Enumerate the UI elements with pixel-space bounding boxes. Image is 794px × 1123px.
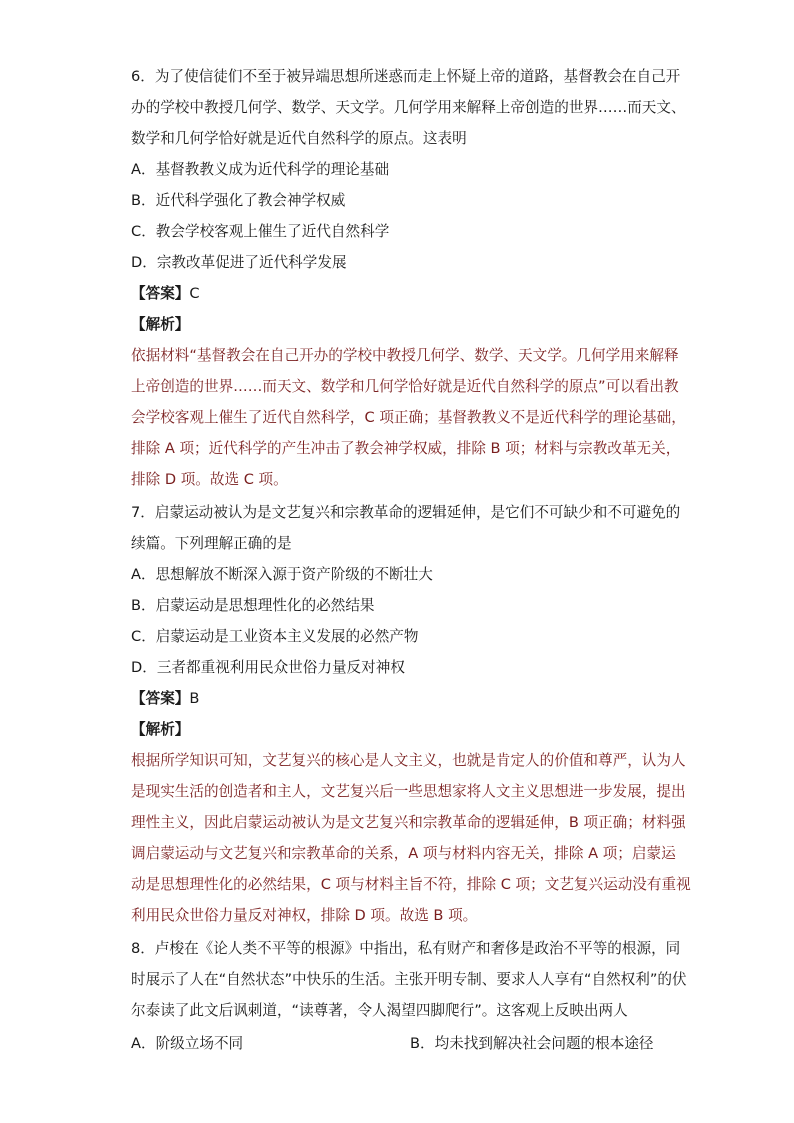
question-6-analysis-line-3: 会学校客观上催生了近代自然科学，C 项正确；基督教教义不是近代科学的理论基础， <box>131 409 686 426</box>
question-7-answer <box>131 689 199 709</box>
question-6-analysis-line-5: 排除 D 项。故选 C 项。 <box>131 471 288 488</box>
answer-value: C <box>189 285 200 302</box>
question-6-line-2: 办的学校中教授几何学、数学、天文学。几何学用来解释上帝创造的世界……而天文、 <box>131 99 686 116</box>
question-8-line-1: 8．卢梭在《论人类不平等的根源》中指出，私有财产和奢侈是政治不平等的根源，同 <box>131 940 681 957</box>
question-6-line-3: 数学和几何学恰好就是近代自然科学的原点。这表明 <box>131 130 467 147</box>
question-7-analysis-line-4: 调启蒙运动与文艺复兴和宗教革命的关系，A 项与材料内容无关，排除 A 项；启蒙运 <box>131 845 676 862</box>
question-7-analysis-line-3: 理性主义，因此启蒙运动被认为是文艺复兴和宗教革命的逻辑延伸，B 项正确；材料强 <box>131 814 686 831</box>
answer-value: B <box>189 690 200 707</box>
answer-label: 【答案】 <box>131 690 190 707</box>
question-7-analysis-line-1: 根据所学知识可知，文艺复兴的核心是人文主义，也就是肯定人的价值和尊严，认为人 <box>131 752 686 769</box>
question-8-option-b: B．均未找到解决社会问题的根本途径 <box>410 1035 654 1052</box>
question-7-analysis-line-2: 是现实生活的创造者和主人，文艺复兴后一些思想家将人文主义思想进一步发展，提出 <box>131 783 686 800</box>
question-7-option-d: D．三者都重视利用民众世俗力量反对神权 <box>131 659 405 676</box>
answer-label: 【答案】 <box>131 285 190 302</box>
question-6-option-b: B．近代科学强化了教会神学权威 <box>131 192 346 209</box>
question-8-option-a: A．阶级立场不同 <box>131 1035 244 1052</box>
question-6-analysis-line-4: 排除 A 项；近代科学的产生冲击了教会神学权威，排除 B 项；材料与宗教改革无关， <box>131 440 681 457</box>
question-7-option-c: C．启蒙运动是工业资本主义发展的必然产物 <box>131 628 419 645</box>
question-7-line-2: 续篇。下列理解正确的是 <box>131 535 292 552</box>
question-6-option-d: D．宗教改革促进了近代科学发展 <box>131 254 347 271</box>
question-7-analysis-line-6: 利用民众世俗力量反对神权，排除 D 项。故选 B 项。 <box>131 907 478 924</box>
question-7-analysis-label: 【解析】 <box>131 721 190 738</box>
question-7-line-1: 7．启蒙运动被认为是文艺复兴和宗教革命的逻辑延伸，是它们不可缺少和不可避免的 <box>131 504 681 521</box>
question-6-option-c: C．教会学校客观上催生了近代自然科学 <box>131 223 390 240</box>
question-6-analysis-line-2: 上帝创造的世界……而天文、数学和几何学恰好就是近代自然科学的原点”可以看出教 <box>131 378 679 395</box>
question-6-line-1: 6．为了使信徒们不至于被异端思想所迷惑而走上怀疑上帝的道路，基督教会在自己开 <box>131 68 681 85</box>
question-8-line-3: 尔泰读了此文后讽刺道，“读尊著，令人渴望四脚爬行”。这客观上反映出两人 <box>131 1002 628 1019</box>
question-6-analysis-line-1: 依据材料“基督教会在自己开办的学校中教授几何学、数学、天文学。几何学用来解释 <box>131 347 679 364</box>
question-7-option-a: A．思想解放不断深入源于资产阶级的不断壮大 <box>131 566 433 583</box>
question-7-option-b: B．启蒙运动是思想理性化的必然结果 <box>131 597 375 614</box>
question-6-option-a: A．基督教教义成为近代科学的理论基础 <box>131 161 390 178</box>
question-6-analysis-label: 【解析】 <box>131 316 190 333</box>
question-8-line-2: 时展示了人在“自然状态”中快乐的生活。主张开明专制、要求人人享有“自然权利”的伏 <box>131 971 687 988</box>
question-6-answer <box>131 284 200 304</box>
question-7-analysis-line-5: 动是思想理性化的必然结果，C 项与材料主旨不符，排除 C 项；文艺复兴运动没有重视 <box>131 876 691 893</box>
